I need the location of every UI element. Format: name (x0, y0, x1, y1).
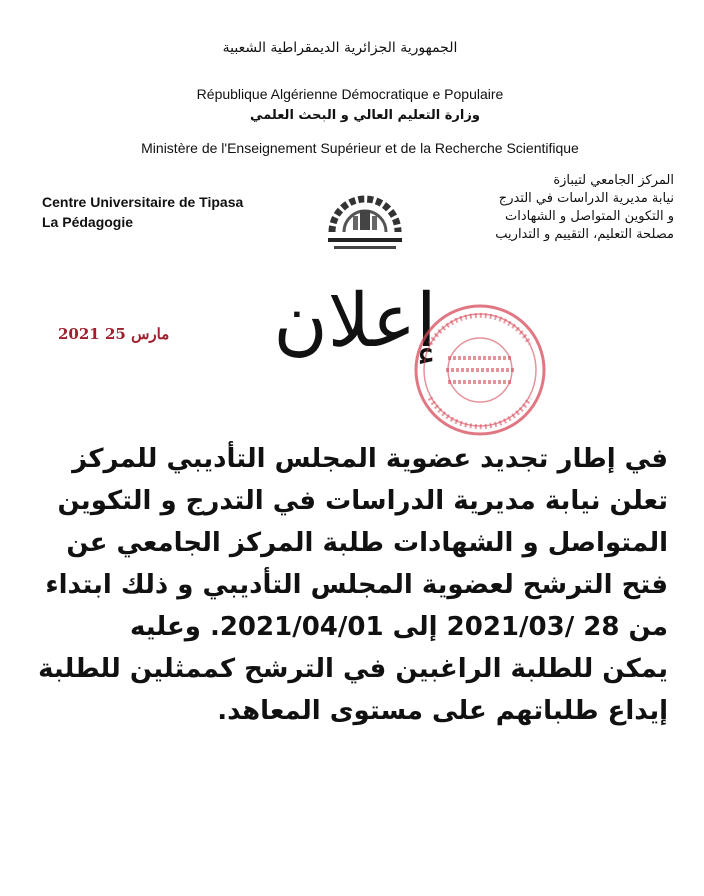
university-logo-icon (320, 190, 410, 260)
arabic-ministry-header: وزارة التعليم العالي و البحث العلمي (250, 108, 480, 123)
announcement-body (28, 438, 668, 732)
department-name: La Pédagogie (42, 214, 134, 230)
body-line: فتح الترشح لعضوية المجلس التأديبي و ذلك ابتداء (45, 570, 668, 600)
announcement-title: إعلان (273, 278, 437, 364)
official-seal-icon (410, 300, 550, 440)
arabic-institution-line-3: و التكوين المتواصل و الشهادات (505, 209, 674, 224)
institution-name: Centre Universitaire de Tipasa (42, 194, 244, 210)
french-ministry-header: Ministère de l'Enseignement Supérieur et de la Recherche Scientifique (141, 140, 579, 156)
body-line: إيداع طلباتهم على مستوى المعاهد. (217, 696, 668, 726)
date-stamp: 2021 مارس 25 (58, 325, 170, 343)
arabic-institution-line-2: نيابة مديرية الدراسات في التدرج (498, 191, 674, 206)
body-line: المتواصل و الشهادات طلبة المركز الجامعي عن (66, 528, 668, 558)
french-republic-header: République Algérienne Démocratique e Populaire (196, 86, 504, 102)
body-line: في إطار تجديد عضوية المجلس التأديبي للمركز (72, 444, 668, 474)
arabic-institution-block (474, 172, 674, 244)
arabic-republic-header: الجمهورية الجزائرية الديمقراطية الشعبية (222, 40, 458, 56)
arabic-institution-line-1: المركز الجامعي لتيبازة (553, 173, 674, 188)
body-line: من 28 /2021/03 إلى 2021/04/01. وعليه (129, 612, 668, 642)
body-line: تعلن نيابة مديرية الدراسات في التدرج و التكوين (57, 486, 668, 516)
arabic-institution-line-4: مصلحة التعليم، التقييم و التداريب (495, 227, 674, 242)
french-institution-block (42, 192, 243, 232)
body-line: يمكن للطلبة الراغبين في الترشح كممثلين للطلبة (38, 654, 668, 684)
